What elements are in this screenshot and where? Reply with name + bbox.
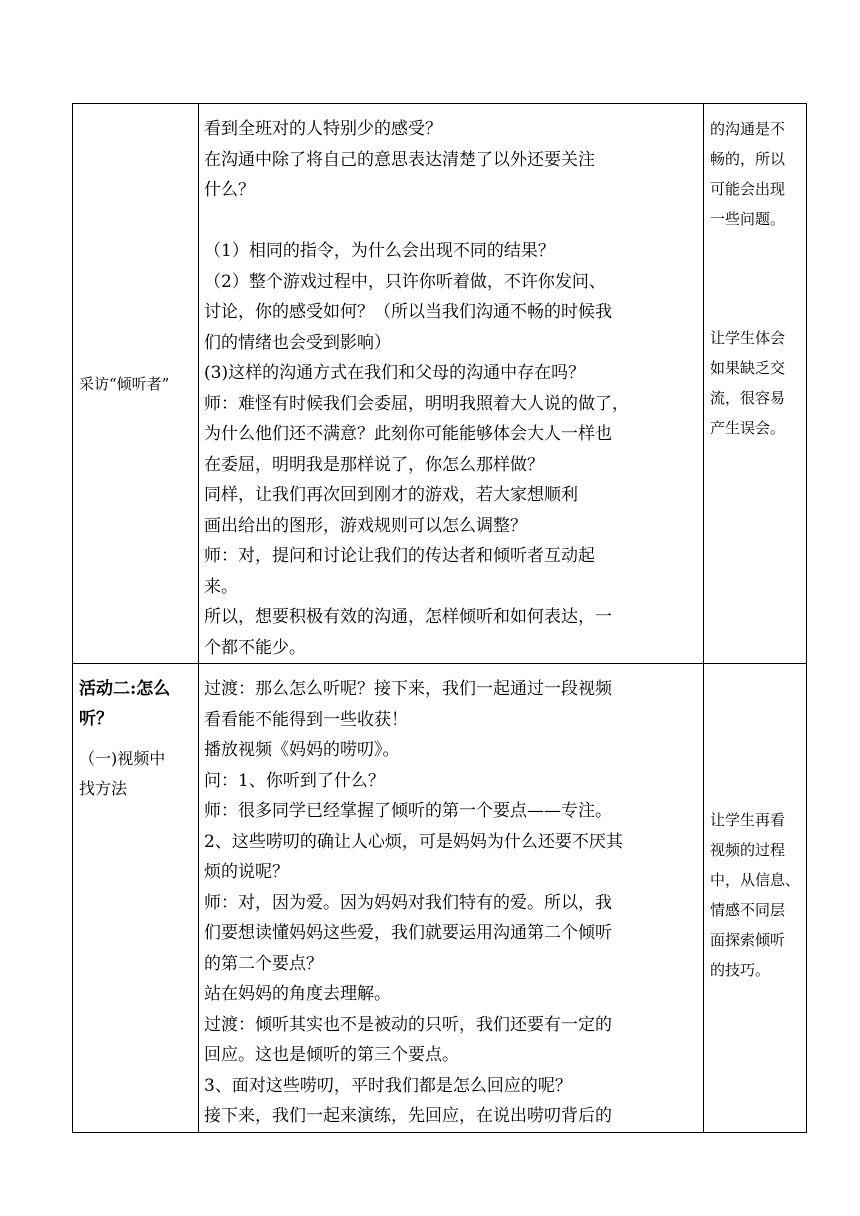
text-line: 师：对，因为爱。因为妈妈对我们特有的爱。所以，我 <box>204 892 612 913</box>
text-line: 站在妈妈的角度去理解。 <box>204 984 391 1004</box>
text-line: 接下来，我们一起来演练，先回应，在说出唠叨背后的 <box>204 1106 612 1126</box>
design-intent-cell <box>704 104 807 664</box>
text-line: 流，很容易 <box>710 389 786 407</box>
text-line: （一)视频中 <box>79 749 166 768</box>
stage-label-cell <box>73 664 199 1133</box>
text-line <box>204 206 699 237</box>
text-line: 2、这些唠叨的确让人心烦，可是妈妈为什么还要不厌其 <box>204 831 623 852</box>
text-line: 让学生再看 <box>710 811 786 829</box>
text-line: 过渡：那么怎么听呢？接下来，我们一起通过一段视频 <box>204 679 612 699</box>
text-line: 们的情绪也会受到影响） <box>204 332 391 353</box>
text-line: 活动二:怎么 <box>79 679 171 699</box>
design-intent-note <box>704 104 806 234</box>
design-intent-cell <box>704 664 807 1133</box>
text-line: 所以，想要积极有效的沟通，怎样倾听和如何表达，一 <box>204 607 612 627</box>
text-line: 们要想读懂妈妈这些爱，我们就要运用沟通第二个倾听 <box>204 923 612 943</box>
stage-label-cell <box>73 104 199 664</box>
text-line: 视频的过程 <box>710 841 786 859</box>
text-line: 回应。这也是倾听的第三个要点。 <box>204 1045 459 1065</box>
text-line: 情感不同层 <box>710 901 786 919</box>
text-line: 面探索倾听 <box>710 931 786 949</box>
stage-label: 采访“倾听者” <box>79 374 170 393</box>
text-line: 在委屈，明明我是那样说了，你怎么那样做？ <box>204 454 544 475</box>
activity-label <box>73 664 198 804</box>
text-line: 看到全班对的人特别少的感受？ <box>204 119 442 139</box>
text-line: 为什么他们还不满意？此刻你可能能够体会大人一样也 <box>204 424 612 444</box>
text-line: 个都不能少。 <box>204 637 306 658</box>
text-line: 讨论，你的感受如何？（所以当我们沟通不畅的时候我 <box>204 302 612 322</box>
text-line: 听？ <box>79 709 113 729</box>
text-line: (3)这样的沟通方式在我们和父母的沟通中存在吗？ <box>204 363 586 383</box>
text-line: 烦的说呢？ <box>204 862 289 882</box>
text-line: 同样，让我们再次回到刚才的游戏，若大家想顺利 <box>204 485 578 505</box>
text-line: 一些问题。 <box>710 210 786 228</box>
text-line: 如果缺乏交 <box>710 359 786 377</box>
table-row <box>73 664 807 1133</box>
text-line: 可能会出现 <box>710 180 786 198</box>
text-line: 畅的，所以 <box>710 150 786 168</box>
text-line: 让学生体会 <box>710 329 786 347</box>
text-line: 在沟通中除了将自己的意思表达清楚了以外还要关注 <box>204 149 595 170</box>
text-line: 过渡：倾听其实也不是被动的只听，我们还要有一定的 <box>204 1014 612 1035</box>
text-line: 画出给出的图形，游戏规则可以怎么调整？ <box>204 515 527 536</box>
activity-title <box>79 674 195 734</box>
text-line: 的第二个要点？ <box>204 953 323 974</box>
text-line: 的沟通是不 <box>710 120 786 138</box>
text-line: 的技巧。 <box>710 961 771 979</box>
text-line: 3、面对这些唠叨，平时我们都是怎么回应的呢？ <box>204 1075 572 1096</box>
text-line: （2）整个游戏过程中，只许你听着做，不许你发问、 <box>204 271 606 292</box>
design-intent-note <box>704 323 806 443</box>
text-line: 师：难怪有时候我们会委屈，明明我照着大人说的做了， <box>204 393 629 414</box>
text-line: 看看能不能得到一些收获！ <box>204 709 408 730</box>
table-row <box>73 104 807 664</box>
activity-subtitle <box>79 744 195 804</box>
text-line: 产生误会。 <box>710 419 786 437</box>
teaching-process-text <box>199 104 703 663</box>
design-intent-note <box>704 805 806 985</box>
text-line: 什么？ <box>204 180 255 200</box>
text-line: 播放视频《妈妈的唠叨》。 <box>204 740 400 760</box>
text-line: 师：很多同学已经掌握了倾听的第一个要点——专注。 <box>204 801 612 821</box>
text-line: 找方法 <box>79 779 128 798</box>
text-line: 问：1、你听到了什么？ <box>204 770 385 791</box>
teaching-process-text <box>199 664 703 1132</box>
text-line: 来。 <box>204 576 238 597</box>
content-cell <box>199 104 704 664</box>
lesson-plan-table <box>72 103 807 1133</box>
text-line: （1）相同的指令，为什么会出现不同的结果？ <box>204 241 555 261</box>
text-line: 师：对，提问和讨论让我们的传达者和倾听者互动起 <box>204 546 595 566</box>
content-cell <box>199 664 704 1133</box>
text-line: 中，从信息、 <box>710 871 801 889</box>
